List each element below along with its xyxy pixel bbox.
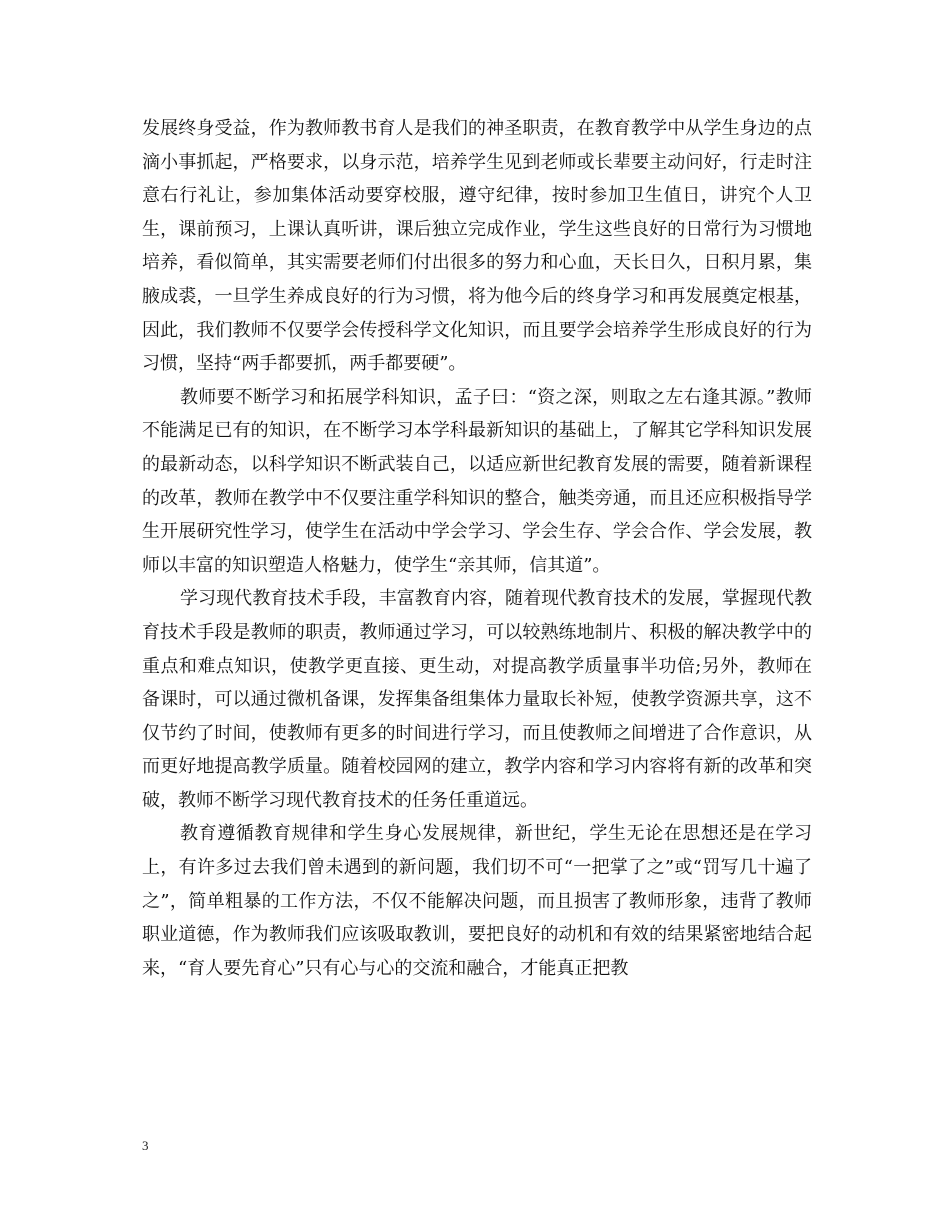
document-body	[142, 112, 812, 985]
paragraph-1: 发展终身受益，作为教师教书育人是我们的神圣职责，在教育教学中从学生身边的点滴小事抓起，严格要求，以身示范，培养学生见到老师或长辈要主动问好，行走时注意右行礼让，参加集体活动要穿校服，遵守纪律，按时参加卫生值日，讲究个人卫生，课前预习，上课认真听讲，课后独立完成作业，学生这些良好的日常行为习惯地培养，看似简单，其实需要老师们付出很多的努力和心血，天长日久，日积月累，集腋成裘，一旦学生养成良好的行为习惯，将为他今后的终身学习和再发展奠定根基，因此，我们教师不仅要学会传授科学文化知识，而且要学会培养学生形成良好的行为习惯，坚持“两手都要抓，两手都要硬”。	[142, 118, 812, 375]
page-number: 3	[142, 1138, 149, 1153]
paragraph-4: 教育遵循教育规律和学生身心发展规律，新世纪，学生无论在思想还是在学习上，有许多过去我们曾未遇到的新问题，我们切不可“一把掌了之”或“罚写几十遍了之”，简单粗暴的工作方法，不仅不能解决问题，而且损害了教师形象，违背了教师职业道德，作为教师我们应该吸取教训，要把良好的动机和有效的结果紧密地结合起来，“育人要先育心”只有心与心的交流和融合，才能真正把教	[142, 823, 812, 979]
paragraph-2: 教师要不断学习和拓展学科知识，孟子曰：“资之深，则取之左右逢其源。”教师不能满足已有的知识，在不断学习本学科最新知识的基础上，了解其它学科知识发展的最新动态，以科学知识不断武装自己，以适应新世纪教育发展的需要，随着新课程的改革，教师在教学中不仅要注重学科知识的整合，触类旁通，而且还应积极指导学生开展研究性学习，使学生在活动中学会学习、学会生存、学会合作、学会发展，教师以丰富的知识塑造人格魅力，使学生“亲其师，信其道”。	[142, 386, 812, 576]
paragraph-3: 学习现代教育技术手段，丰富教育内容，随着现代教育技术的发展，掌握现代教育技术手段是教师的职责，教师通过学习，可以较熟练地制片、积极的解决教学中的重点和难点知识，使教学更直接、更生动，对提高教学质量事半功倍;另外，教师在备课时，可以通过微机备课，发挥集备组集体力量取长补短，使教学资源共享，这不仅节约了时间，使教师有更多的时间进行学习，而且使教师之间增进了合作意识，从而更好地提高教学质量。随着校园网的建立，教学内容和学习内容将有新的改革和突破，教师不断学习现代教育技术的任务任重道远。	[142, 588, 812, 811]
